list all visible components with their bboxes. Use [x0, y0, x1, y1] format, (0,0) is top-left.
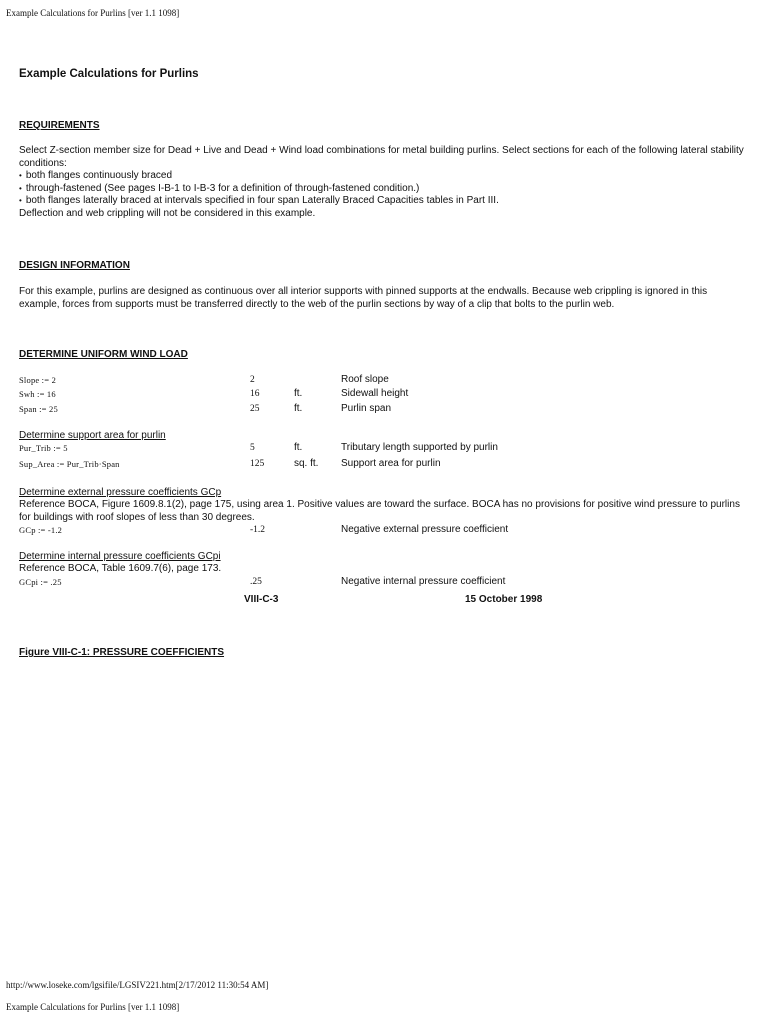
calc-description: Negative internal pressure coefficient: [341, 576, 506, 587]
calc-expression: Pur_Trib := 5: [19, 443, 68, 453]
figure-heading: Figure VIII-C-1: PRESSURE COEFFICIENTS: [19, 647, 225, 658]
calc-unit: ft.: [294, 403, 303, 414]
browser-header-title: Example Calculations for Purlins [ver 1.1 1098]: [6, 8, 180, 18]
design-info-heading: DESIGN INFORMATION: [19, 260, 130, 271]
requirements-body: [19, 145, 749, 220]
calc-row-sup-area: [19, 458, 749, 472]
document-title: Example Calculations for Purlins: [19, 68, 199, 80]
requirements-bullet: • through-fastened (See pages I-B-1 to I-B-3 for a definition of through-fastened condition.): [19, 183, 749, 196]
internal-pressure-text: Reference BOCA, Table 1609.7(6), page 173.: [19, 563, 222, 574]
calc-unit: ft.: [294, 388, 303, 399]
calc-description: Roof slope: [341, 374, 389, 385]
calc-row-swh: [19, 388, 749, 402]
requirements-bullet: • both flanges continuously braced: [19, 170, 749, 183]
calc-row-gcpi: [19, 576, 749, 590]
wind-load-heading: DETERMINE UNIFORM WIND LOAD: [19, 349, 188, 360]
external-pressure-heading: Determine external pressure coefficients GCp: [19, 487, 222, 498]
requirements-intro: Select Z-section member size for Dead + Live and Dead + Wind load combinations for metal building purlins. Select sections for each of the following lateral stability conditions:: [19, 145, 744, 169]
calc-value: 16: [250, 389, 260, 399]
support-area-heading: Determine support area for purlin: [19, 430, 166, 441]
calc-expression: Sup_Area := Pur_Trib·Span: [19, 459, 120, 469]
calc-description: Sidewall height: [341, 388, 409, 399]
calc-expression: GCp := -1.2: [19, 525, 63, 535]
browser-footer-title: Example Calculations for Purlins [ver 1.1 1098]: [6, 1002, 180, 1012]
calc-description: Negative external pressure coefficient: [341, 524, 509, 535]
calc-value: 125: [250, 459, 265, 469]
calc-row-span: [19, 403, 749, 417]
calc-value: 2: [250, 375, 255, 385]
footer-url: http://www.loseke.com/lgsifile/LGSIV221.htm[2/17/2012 11:30:54 AM]: [6, 980, 269, 990]
calc-value: 5: [250, 443, 255, 453]
external-pressure-text: Reference BOCA, Figure 1609.8.1(2), page 175, using area 1. Positive values are toward the surface. BOCA has no provisions for positive wind pressure to purlins for buildings with roof slopes of less than 30 degrees.: [19, 499, 740, 523]
requirements-note: Deflection and web crippling will not be considered in this example.: [19, 207, 316, 219]
calc-value: -1.2: [250, 525, 266, 535]
calc-description: Purlin span: [341, 403, 392, 414]
calc-expression: Span := 25: [19, 404, 58, 414]
calc-expression: GCpi := .25: [19, 577, 62, 587]
calc-unit: sq. ft.: [294, 458, 319, 469]
calc-expression: Slope := 2: [19, 375, 57, 385]
calc-expression: Swh := 16: [19, 389, 56, 399]
requirements-bullet: • both flanges laterally braced at intervals specified in four span Laterally Braced Capacities tables in Part III.: [19, 195, 749, 208]
calc-row-pur-trib: [19, 442, 749, 456]
calc-unit: ft.: [294, 442, 303, 453]
calc-description: Support area for purlin: [341, 458, 441, 469]
page-number: VIII-C-3: [244, 594, 279, 605]
page-date: 15 October 1998: [465, 594, 543, 605]
calc-description: Tributary length supported by purlin: [341, 442, 498, 453]
calc-row-slope: [19, 374, 749, 388]
design-info-text: For this example, purlins are designed as continuous over all interior supports with pinned supports at the endwalls. Because web crippling is ignored in this example, forces from supports must be transferred directly to the web of the purlin sections by way of a clip that bolts to the purlin web.: [19, 286, 708, 310]
calc-row-gcp: [19, 524, 749, 538]
calc-value: .25: [250, 577, 262, 587]
internal-pressure-heading: Determine internal pressure coefficients GCpi: [19, 551, 221, 562]
calc-value: 25: [250, 404, 260, 414]
requirements-heading: REQUIREMENTS: [19, 120, 100, 131]
